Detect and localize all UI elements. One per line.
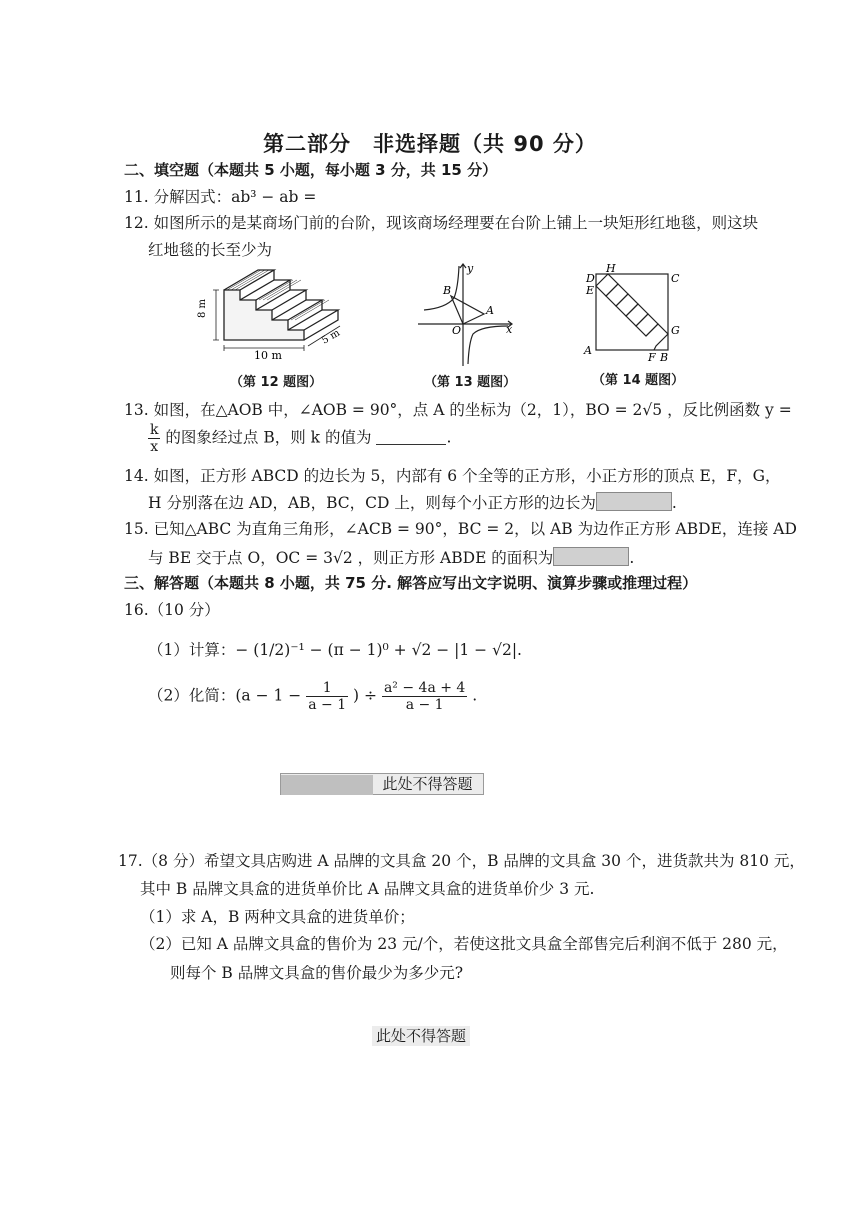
question-11-text: 11. 分解因式：ab³ − ab = [124,188,317,206]
section-solutions-heading: 三、解答题（本题共 8 小题，共 75 分. 解答应写出文字说明、演算步骤或推理过程） [124,574,698,592]
question-13-line2-text: 的图象经过点 B，则 k 的值为 [165,428,372,447]
question-16-part2 [148,680,477,713]
figure-14-label-f: F [648,351,656,364]
question-17-part2-line2: 则每个 B 品牌文具盒的售价最少为多少元? [170,964,464,982]
no-answer-zone-1 [280,773,484,795]
section-fill-in-heading: 二、填空题（本题共 5 小题，每小题 3 分，共 15 分） [124,161,498,179]
figure-14-label-h: H [606,264,616,275]
question-13-line2: $\frac{k}{x}$ 的图象经过点 B，则 k 的值为 . [150,422,452,455]
question-14-line1: 14. 如图，正方形 ABCD 的边长为 5，内部有 6 个全等的正方形，小正方形的顶点 E，F，G， [124,467,781,485]
figure-12-width-label: 10 m [254,349,282,362]
question-17-part1: （1）求 A，B 两种文具盒的进货单价； [140,908,415,926]
figure-14-label-g: G [671,324,680,337]
no-answer-label-1: 此处不得答题 [382,775,473,793]
question-15-line2-text: 与 BE 交于点 O，OC = 3√2 ，则正方形 ABDE 的面积为 [148,549,554,567]
figure-13-label-y: y [467,262,474,275]
question-16-part2-fraction2 [382,680,467,713]
figure-14-label-e: E [586,284,595,297]
question-17-part2-line1: （2）已知 A 品牌文具盒的售价为 23 元/个，若使这批文具盒全部售完后利润不低于 280 元， [140,935,788,953]
no-answer-zone-2 [372,1026,470,1046]
figure-14-label-b: B [660,351,669,364]
figure-14-label-c: C [671,272,680,285]
figure-12-caption: （第 12 题图） [230,375,323,390]
figure-12-height-label: 8 m [197,298,208,318]
question-16-part2-prefix: （2）化简：(a − 1 − [148,686,302,705]
question-17-line2: 其中 B 品牌文具盒的进货单价比 A 品牌文具盒的进货单价少 3 元. [140,880,595,898]
question-13-fraction [148,422,160,455]
figure-13-label-x: x [506,323,513,336]
no-answer-bar-1 [280,773,484,795]
question-16-part2-fraction1 [306,680,348,713]
question-16-part2-middle: ) ÷ [353,686,378,705]
figure-13-label-b: B [443,284,452,297]
no-answer-shade-1 [281,775,373,795]
figure-13-caption: （第 13 题图） [424,375,517,390]
question-14-line2: H 分别落在边 AD，AB，BC，CD 上，则每个小正方形的边长为 . [148,494,677,512]
figure-14-label-d: D [586,272,595,285]
figure-13-label-a: A [486,304,494,317]
question-13-line1: 13. 如图，在△AOB 中，∠AOB = 90°，点 A 的坐标为（2，1），BO = 2√5 ，反比例函数 y = [124,401,792,419]
question-15-line2: 与 BE 交于点 O，OC = 3√2 ，则正方形 ABDE 的面积为 . [148,549,635,567]
question-14-answer-box[interactable] [596,492,672,511]
page-title: 第二部分 非选择题（共 90 分） [263,132,597,156]
figure-14-squares [578,264,682,364]
question-13-fraction-denominator: x [150,439,159,455]
figure-12-depth-label: 5 m [320,327,342,347]
question-16-fraction2-denominator: a − 1 [405,697,444,713]
figure-13-graph [416,258,516,370]
question-16-part2-end: . [472,686,478,705]
question-16-part1: （1）计算：− (1/2)⁻¹ − (π − 1)⁰ + √2 − |1 − √2|. [148,641,522,659]
figure-14-caption: （第 14 题图） [592,373,685,388]
question-13-answer-blank[interactable] [376,430,446,445]
question-16-fraction1-denominator: a − 1 [308,697,347,713]
question-16-fraction2-numerator: a² − 4a + 4 [383,680,466,696]
question-13-fraction-numerator: k [150,422,159,438]
question-11 [124,187,316,207]
question-15-line1: 15. 已知△ABC 为直角三角形，∠ACB = 90°，BC = 2，以 AB 为边作正方形 ABDE，连接 AD [124,520,797,538]
figure-12-stairs [196,262,356,362]
no-answer-label-2: 此处不得答题 [372,1026,470,1046]
question-12-line1: 12. 如图所示的是某商场门前的台阶，现该商场经理要在台阶上铺上一块矩形红地毯，则这块 [124,214,759,232]
question-16-fraction1-numerator: 1 [306,680,348,697]
figure-13-label-o: O [452,324,462,337]
question-15-answer-box[interactable] [553,547,629,566]
question-14-line2-text: H 分别落在边 AD，AB，BC，CD 上，则每个小正方形的边长为 [148,494,596,512]
question-17-line1: 17.（8 分）希望文具店购进 A 品牌的文具盒 20 个，B 品牌的文具盒 30 个，进货款共为 810 元， [118,852,805,870]
question-12-line2: 红地毯的长至少为 [148,241,273,259]
question-16-heading: 16.（10 分） [124,601,220,619]
figure-14-label-a: A [584,344,592,357]
